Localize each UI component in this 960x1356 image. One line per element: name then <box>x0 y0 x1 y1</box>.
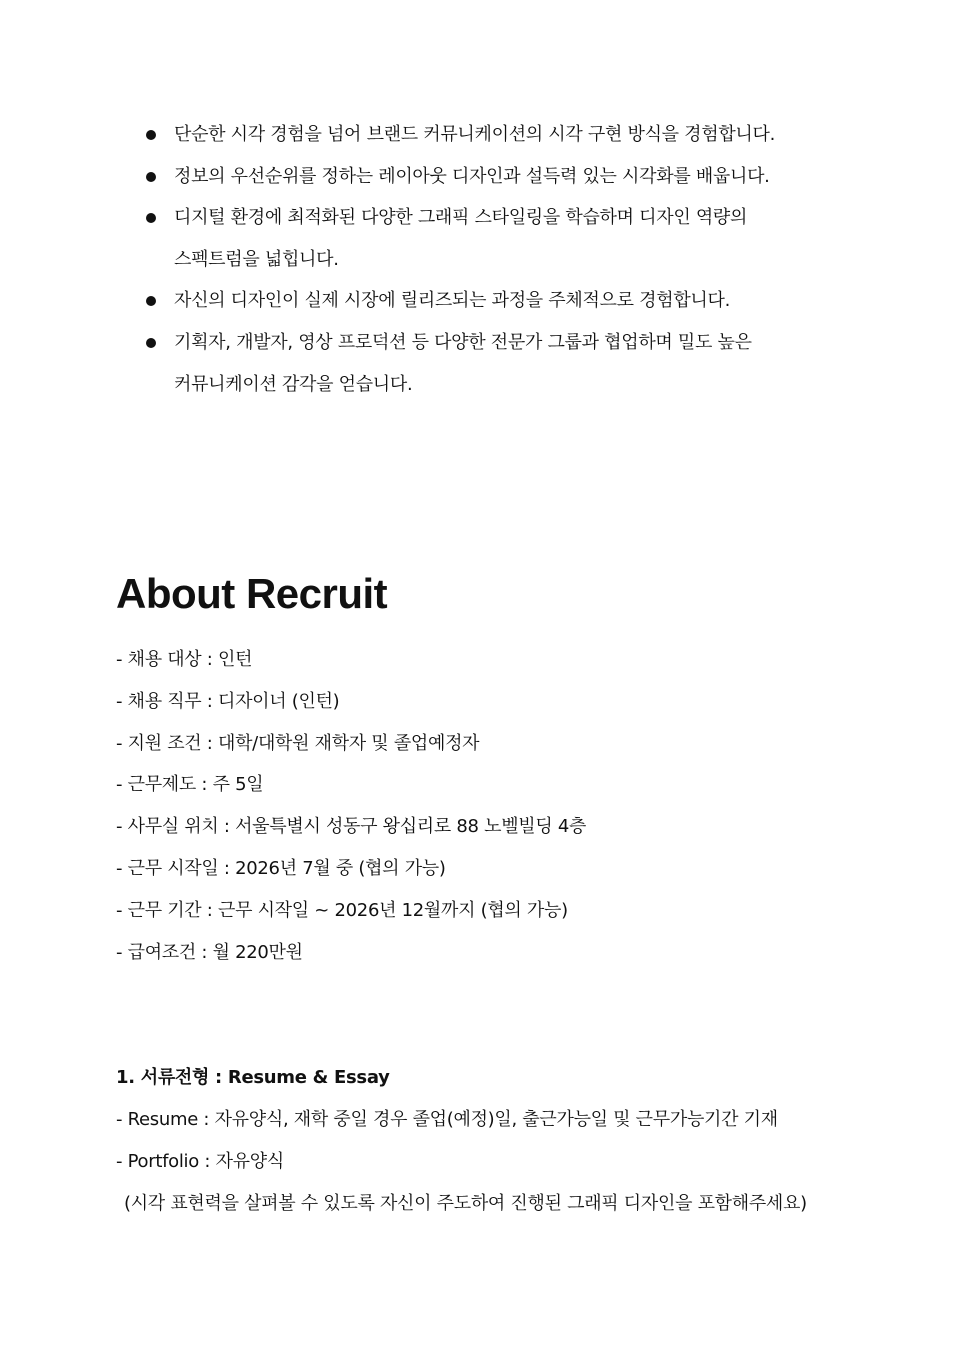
condition-role: - 채용 직무 : 디자이너 (인턴) <box>116 690 340 712</box>
benefit-text: 디지털 환경에 최적화된 다양한 그래픽 스타일링을 학습하며 디자인 역량의 <box>174 207 748 229</box>
document-screening-section <box>116 1057 807 1225</box>
condition-duration: - 근무 기간 : 근무 시작일 ~ 2026년 12월까지 (협의 가능) <box>116 899 568 921</box>
benefit-text-continued: 커뮤니케이션 감각을 얻습니다. <box>174 373 413 395</box>
section-title: About Recruit <box>116 570 388 617</box>
benefit-text: 정보의 우선순위를 정하는 레이아웃 디자인과 설득력 있는 시각화를 배웁니다. <box>174 165 770 187</box>
resume-requirement: - Resume : 자유양식, 재학 중일 경우 졸업(예정)일, 출근가능일 및 근무가능기간 기재 <box>116 1109 778 1130</box>
condition-salary: - 급여조건 : 월 220만원 <box>116 941 303 963</box>
condition-start-date: - 근무 시작일 : 2026년 7월 중 (협의 가능) <box>116 857 446 879</box>
benefit-text: 기획자, 개발자, 영상 프로덕션 등 다양한 전문가 그룹과 협업하며 밀도 높은 <box>174 331 752 353</box>
condition-eligibility: - 지원 조건 : 대학/대학원 재학자 및 졸업예정자 <box>116 732 480 754</box>
bullet-dot-icon <box>146 172 156 182</box>
benefit-text: 자신의 디자인이 실제 시장에 릴리즈되는 과정을 주체적으로 경험합니다. <box>174 290 731 312</box>
benefit-item <box>0 280 960 322</box>
condition-work-schedule: - 근무제도 : 주 5일 <box>116 774 264 796</box>
condition-target: - 채용 대상 : 인턴 <box>116 649 253 670</box>
bullet-dot-icon <box>146 130 156 140</box>
bullet-dot-icon <box>146 213 156 223</box>
benefit-text-continued: 스펙트럼을 넓힙니다. <box>174 248 339 270</box>
benefit-item <box>0 197 960 280</box>
portfolio-note: (시각 표현력을 살펴볼 수 있도록 자신이 주도하여 진행된 그래픽 디자인을 포함해주세요) <box>124 1193 807 1214</box>
recruit-conditions-list <box>116 639 586 973</box>
bullet-dot-icon <box>146 296 156 306</box>
benefits-list <box>0 114 960 405</box>
portfolio-requirement: - Portfolio : 자유양식 <box>116 1151 284 1172</box>
benefit-item <box>0 322 960 405</box>
condition-office-location: - 사무실 위치 : 서울특별시 성동구 왕십리로 88 노벨빌딩 4층 <box>116 816 587 838</box>
benefit-item <box>0 156 960 198</box>
benefit-text: 단순한 시각 경험을 넘어 브랜드 커뮤니케이션의 시각 구현 방식을 경험합니다. <box>174 124 776 145</box>
benefit-item <box>0 114 960 156</box>
bullet-dot-icon <box>146 338 156 348</box>
step-heading: 1. 서류전형 : Resume & Essay <box>116 1067 390 1088</box>
